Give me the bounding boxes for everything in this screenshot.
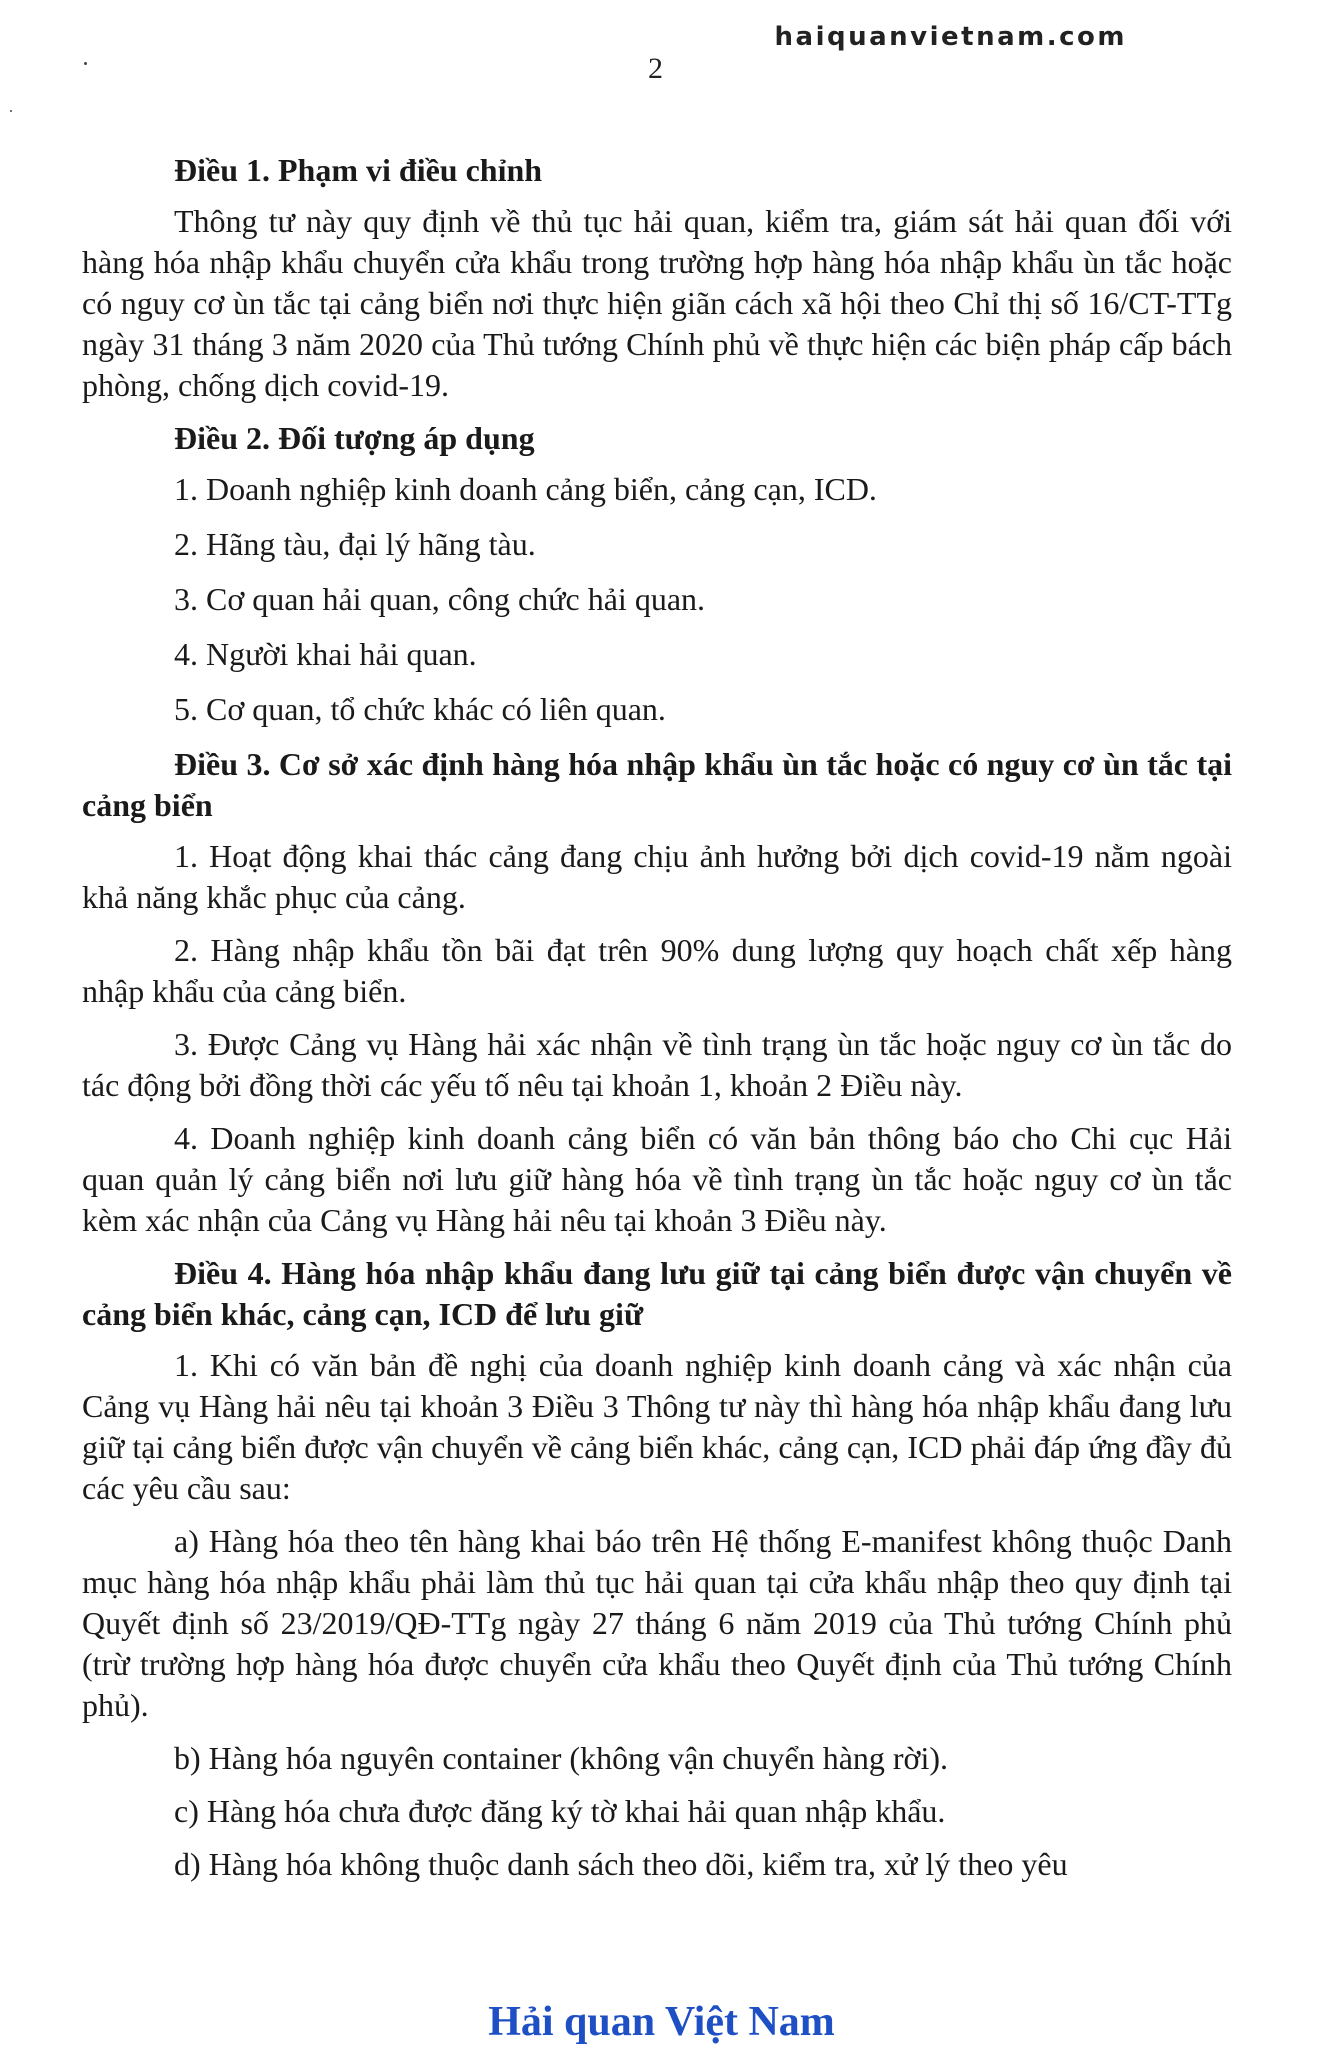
article-1-title: Điều 1. Phạm vi điều chỉnh	[174, 152, 543, 188]
article-3-title: Điều 3. Cơ sở xác định hàng hóa nhập khẩu ùn tắc hoặc có nguy cơ ùn tắc tại cảng biển	[82, 746, 1232, 823]
article-4-point-a: a) Hàng hóa theo tên hàng khai báo trên Hệ thống E-manifest không thuộc Danh mục hàng hóa nhập khẩu phải làm thủ tục hải quan tại cửa khẩu nhập theo quy định tại Quyết định số 23/2019/QĐ-TTg ngày 27 tháng 6 năm 2019 của Thủ tướng Chính phủ (trừ trường hợp hàng hóa được chuyển cửa khẩu theo Quyết định của Thủ tướng Chính phủ).	[82, 1523, 1232, 1723]
article-4-point-b: b) Hàng hóa nguyên container (không vận chuyển hàng rời).	[174, 1740, 949, 1776]
article-4-title: Điều 4. Hàng hóa nhập khẩu đang lưu giữ tại cảng biển được vận chuyển về cảng biển khác, cảng cạn, ICD để lưu giữ	[82, 1255, 1232, 1332]
article-2-item: 1. Doanh nghiệp kinh doanh cảng biển, cảng cạn, ICD.	[174, 471, 877, 507]
article-4-clause-1: 1. Khi có văn bản đề nghị của doanh nghiệp kinh doanh cảng và xác nhận của Cảng vụ Hàng hải nêu tại khoản 3 Điều 3 Thông tư này thì hàng hóa nhập khẩu đang lưu giữ tại cảng biển được vận chuyển về cảng biển khác, cảng cạn, ICD phải đáp ứng đầy đủ các yêu cầu sau:	[82, 1347, 1232, 1506]
article-2-item: 5. Cơ quan, tổ chức khác có liên quan.	[174, 691, 666, 727]
article-4-point-c: c) Hàng hóa chưa được đăng ký tờ khai hải quan nhập khẩu.	[174, 1793, 946, 1829]
article-2-title: Điều 2. Đối tượng áp dụng	[174, 420, 535, 456]
article-2-item: 3. Cơ quan hải quan, công chức hải quan.	[174, 581, 706, 617]
site-url: haiquanvietnam.com	[774, 22, 1127, 52]
article-4-point-d: d) Hàng hóa không thuộc danh sách theo dõi, kiểm tra, xử lý theo yêu	[174, 1846, 1068, 1882]
scan-speck	[10, 110, 12, 112]
article-3-clause: 4. Doanh nghiệp kinh doanh cảng biển có văn bản thông báo cho Chi cục Hải quan quản lý cảng biển nơi lưu giữ hàng hóa về tình trạng ùn tắc hoặc nguy cơ ùn tắc kèm xác nhận của Cảng vụ Hàng hải nêu tại khoản 3 Điều này.	[82, 1120, 1232, 1238]
article-1-body: Thông tư này quy định về thủ tục hải quan, kiểm tra, giám sát hải quan đối với hàng hóa nhập khẩu chuyển cửa khẩu trong trường hợp hàng hóa nhập khẩu ùn tắc hoặc có nguy cơ ùn tắc tại cảng biển nơi thực hiện giãn cách xã hội theo Chỉ thị số 16/CT-TTg ngày 31 tháng 3 năm 2020 của Thủ tướng Chính phủ về thực hiện các biện pháp cấp bách phòng, chống dịch covid-19.	[82, 203, 1232, 403]
page-number: 2	[648, 52, 663, 85]
document-body	[82, 150, 1232, 1897]
article-3-clause: 2. Hàng nhập khẩu tồn bãi đạt trên 90% dung lượng quy hoạch chất xếp hàng nhập khẩu của cảng biển.	[82, 932, 1232, 1009]
scan-speck	[84, 62, 87, 65]
article-2-item: 4. Người khai hải quan.	[174, 636, 477, 672]
article-3-clause: 1. Hoạt động khai thác cảng đang chịu ảnh hưởng bởi dịch covid-19 nằm ngoài khả năng khắc phục của cảng.	[82, 838, 1232, 915]
footer-brand-watermark: Hải quan Việt Nam	[488, 1999, 835, 2045]
article-2-item: 2. Hãng tàu, đại lý hãng tàu.	[174, 526, 536, 562]
article-3-clause: 3. Được Cảng vụ Hàng hải xác nhận về tình trạng ùn tắc hoặc nguy cơ ùn tắc do tác động bởi đồng thời các yếu tố nêu tại khoản 1, khoản 2 Điều này.	[82, 1026, 1232, 1103]
